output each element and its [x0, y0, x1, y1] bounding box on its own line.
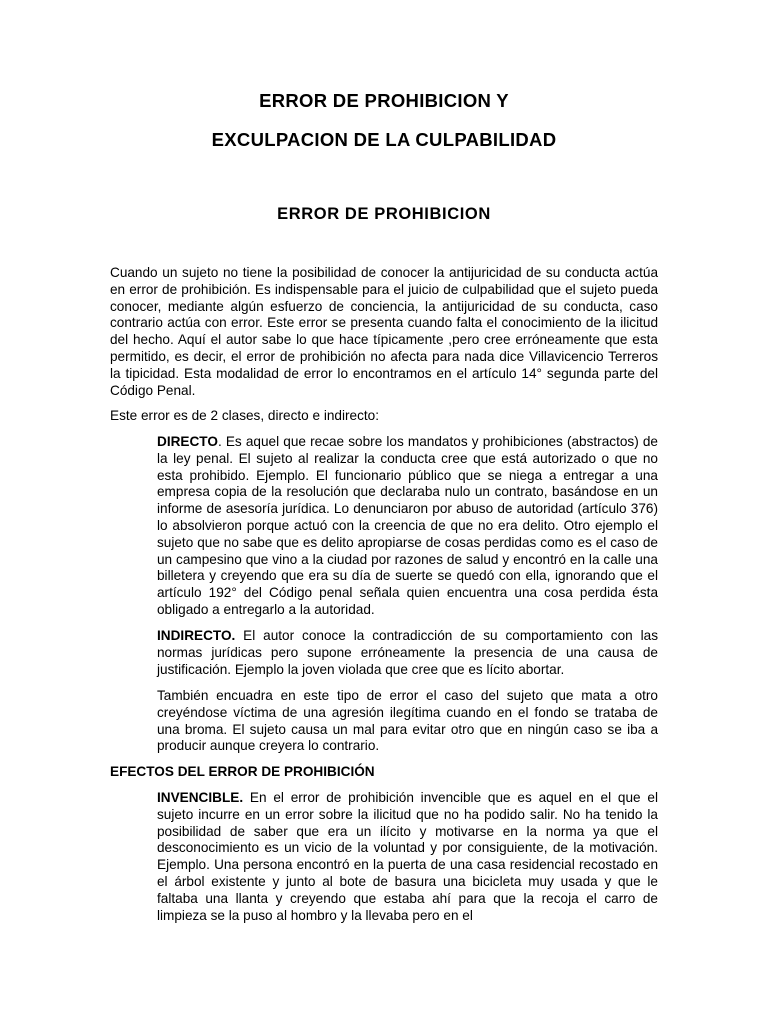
invencible-text: En el error de prohibición invencible que es aquel en el que el sujeto incurre en un error sobre la ilicitud que no ha podido salir. No ha tenido la posibilidad de saber que era un ilícito y motivarse en la norma ya que el desconocimiento es un vicio de la voluntad y por consiguiente, de la motivación. Ejemplo. Una persona encontró en la puerta de una casa residencial recostado en el árbol existente y junto al bote de basura una bicicleta muy usada y que le faltaba una llanta y creyendo que estaba ahí para que la recoja el carro de limpieza se la puso al hombro y la llevaba pero en el — [157, 790, 658, 923]
invencible-paragraph — [157, 790, 658, 924]
indirecto-text: El autor conoce la contradicción de su comportamiento con las normas jurídicas pero supone erróneamente la presencia de una causa de justificación. Ejemplo la joven violada que cree que es lícito abortar. — [157, 628, 658, 677]
document-title-line-1: ERROR DE PROHIBICION Y — [259, 90, 509, 111]
classes-sentence: Este error es de 2 clases, directo e indirecto: — [110, 408, 379, 423]
tambien-paragraph: También encuadra en este tipo de error el caso del sujeto que mata a otro creyéndose víctima de una agresión ilegítima cuando en el fondo se trataba de una broma. El sujeto causa un mal para evitar otro que en ningún caso se iba a producir aunque creyera lo contrario. — [157, 688, 658, 754]
indirecto-paragraph — [157, 628, 658, 678]
directo-label: DIRECTO — [157, 434, 218, 449]
document-title-line-2: EXCULPACION DE LA CULPABILIDAD — [211, 129, 557, 150]
directo-paragraph — [157, 434, 658, 619]
indirecto-label: INDIRECTO. — [157, 628, 236, 643]
section-title: ERROR DE PROHIBICION — [277, 205, 491, 223]
intro-paragraph: Cuando un sujeto no tiene la posibilidad de conocer la antijuricidad de su conducta actúa en error de prohibición. Es indispensable para el juicio de culpabilidad que el sujeto pueda conocer, mediante algún esfuerzo de conciencia, la antijuricidad de su conducta, caso contrario actúa con error. Este error se presenta cuando falta el conocimiento de la ilicitud del hecho. Aquí el autor sabe lo que hace típicamente ,pero cree erróneamente que esta permitido, es decir, el error de prohibición no afecta para nada dice Villavicencio Terreros la tipicidad. Esta modalidad de error lo encontramos en el artículo 14° segunda parte del Código Penal. — [110, 265, 658, 398]
invencible-label: INVENCIBLE. — [157, 790, 244, 805]
directo-text: . Es aquel que recae sobre los mandatos y prohibiciones (abstractos) de la ley penal. El sujeto al realizar la conducta cree que está autorizado o que no esta prohibido. Ejemplo. El funcionario público que se niega a entregar a una empresa copia de la resolución que declaraba nulo un contrato, basándose en un informe de asesoría jurídica. Lo denunciaron por abuso de autoridad (artículo 376) lo absolvieron porque actuó con la creencia de que no era delito. Otro ejemplo el sujeto que no sabe que es delito apropiarse de cosas perdidas como es el caso de un campesino que vino a la ciudad por razones de salud y encontró en la calle una billetera y creyendo que era su día de suerte se quedó con ella, ignorando que el artículo 192° del Código penal señala quien encuentra una cosa perdida ésta obligado a entregarlo a la autoridad. — [157, 434, 658, 617]
efectos-heading: EFECTOS DEL ERROR DE PROHIBICIÓN — [110, 764, 375, 779]
